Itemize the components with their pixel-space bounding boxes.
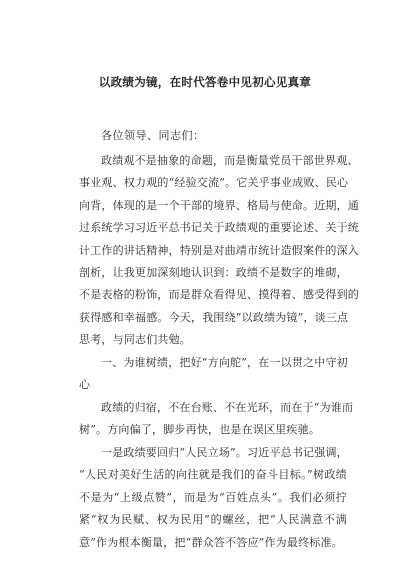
document-title: 以政绩为镜，在时代答卷中见初心见真章 [98, 75, 312, 89]
paragraph-line: 政绩观不是抽象的命题，而是衡量党员干部世界观、 [101, 154, 359, 167]
paragraph-line: 获得感和幸福感。今天，我围绕“以政绩为镜”，谈三点 [79, 310, 349, 324]
paragraph-line: 不是为“上级点赞”，而是为“百姓点头”。我们必须拧 [79, 490, 347, 504]
paragraph-2 [79, 397, 354, 442]
paragraph-line: 剖析，让我更加深刻地认识到：政绩不是数字的堆砌， [79, 266, 348, 280]
paragraph-line: 不是表格的粉饰，而是群众看得见、摸得着、感受得到的 [79, 288, 359, 302]
paragraph-line: 向背，体现的是一个干部的境界、格局与使命。近期，通 [79, 198, 359, 212]
paragraph-line: 意”作为根本衡量，把“群众答不答应”作为最终标准。 [79, 535, 343, 549]
paragraph-line: 紧“权为民赋、权为民用”的螺丝，把“人民满意不满 [79, 513, 347, 527]
paragraph-1 [79, 150, 359, 352]
section-heading-1 [79, 352, 347, 397]
salutation: 各位领导、同志们： [101, 129, 205, 142]
paragraph-line: 一是政绩要回归“人民立场”。习近平总书记强调， [101, 446, 348, 459]
paragraph-line: 过系统学习习近平总书记关于政绩观的重要论述、关于统 [79, 221, 359, 235]
heading-line: 心 [79, 378, 91, 392]
paragraph-line: “人民对美好生活的向往就是我们的奋斗目标。”树政绩 [79, 468, 347, 482]
paragraph-line: 政绩的归宿，不在台账、不在光环，而在于“为谁而 [101, 401, 354, 414]
paragraph-line: 思考，与同志们共勉。 [79, 333, 191, 347]
paragraph-3 [79, 442, 347, 554]
paragraph-line: 树”。方向偏了，脚步再快，也是在误区里疾驰。 [79, 423, 321, 437]
paragraph-line: 计工作的讲话精神，特别是对曲靖市统计造假案件的深入 [79, 243, 359, 257]
paragraph-line: 事业观、权力观的“经验交流”。它关乎事业成败、民心 [79, 176, 349, 190]
heading-line: 一、为谁树绩，把好“方向舵”，在一以贯之中守初 [101, 356, 348, 369]
